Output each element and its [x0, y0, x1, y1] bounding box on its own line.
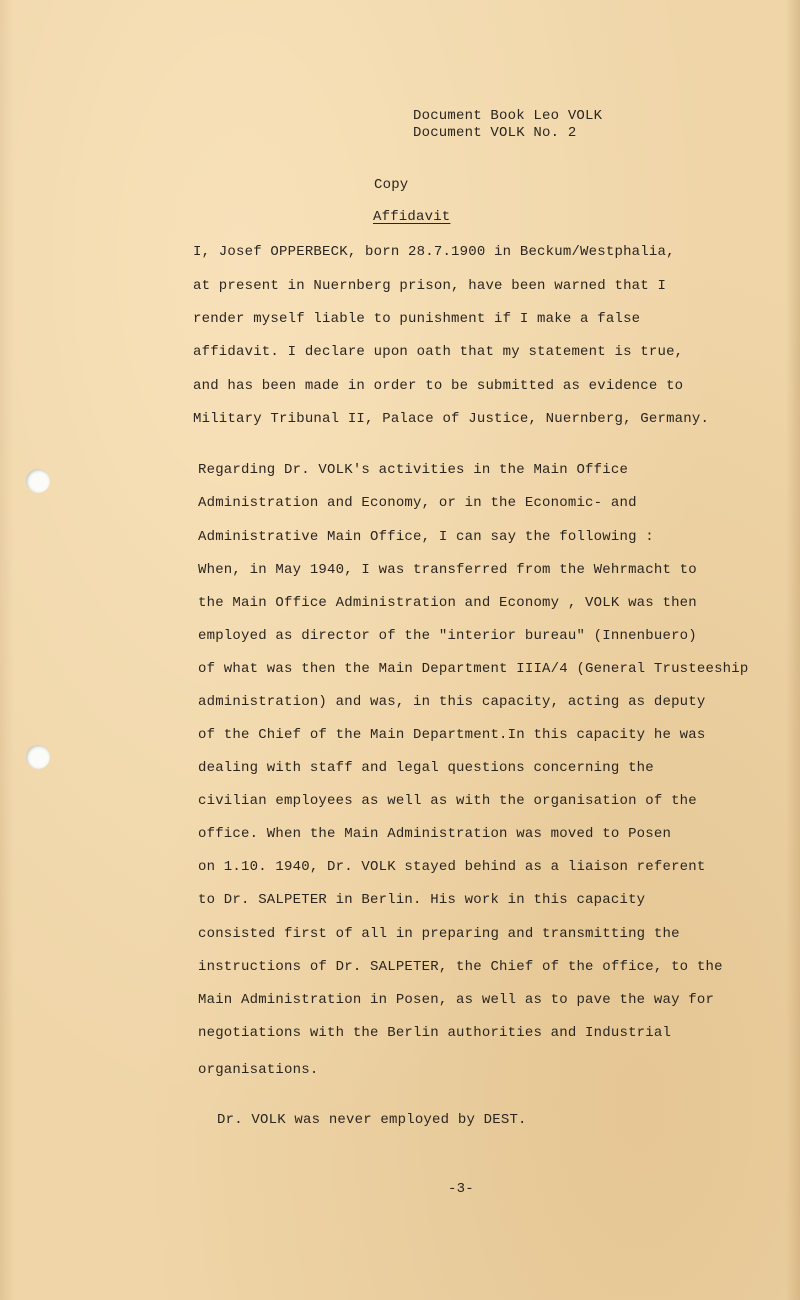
text-line: I, Josef OPPERBECK, born 28.7.1900 in Beckum/Westphalia,	[193, 244, 675, 260]
text-line: Military Tribunal II, Palace of Justice, Nuernberg, Germany.	[193, 411, 710, 427]
header-document-number: Document VOLK No. 2	[413, 125, 577, 141]
text-line: at present in Nuernberg prison, have been warned that I	[193, 278, 667, 294]
text-line: negotiations with the Berlin authorities and Industrial	[198, 1025, 672, 1041]
text-line: Main Administration in Posen, as well as to pave the way for	[198, 992, 715, 1008]
text-line: the Main Office Administration and Economy , VOLK was then	[198, 595, 697, 611]
text-line: to Dr. SALPETER in Berlin. His work in this capacity	[198, 892, 646, 908]
text-line: When, in May 1940, I was transferred from the Wehrmacht to	[198, 562, 697, 578]
text-line: employed as director of the "interior bureau" (Innenbuero)	[198, 628, 697, 644]
text-line: Administrative Main Office, I can say the following :	[198, 529, 654, 545]
text-line: of the Chief of the Main Department.In this capacity he was	[198, 727, 706, 743]
text-line: Regarding Dr. VOLK's activities in the Main Office	[198, 462, 629, 478]
affidavit-title: Affidavit	[373, 209, 451, 225]
text-line: affidavit. I declare upon oath that my statement is true,	[193, 344, 684, 360]
page-number: -3-	[448, 1181, 474, 1197]
text-line: and has been made in order to be submitted as evidence to	[193, 378, 684, 394]
header-document-book: Document Book Leo VOLK	[413, 108, 603, 124]
text-line: office. When the Main Administration was moved to Posen	[198, 826, 672, 842]
text-line: of what was then the Main Department IIIA/4 (General Trusteeship	[198, 661, 749, 677]
text-line: administration) and was, in this capacity, acting as deputy	[198, 694, 706, 710]
text-line: dealing with staff and legal questions concerning the	[198, 760, 654, 776]
text-line: render myself liable to punishment if I make a false	[193, 311, 641, 327]
text-line: consisted first of all in preparing and transmitting the	[198, 926, 680, 942]
punch-hole-bottom	[26, 745, 50, 769]
text-line: civilian employees as well as with the organisation of the	[198, 793, 697, 809]
closing-statement: Dr. VOLK was never employed by DEST.	[217, 1112, 527, 1128]
text-line: Administration and Economy, or in the Economic- and	[198, 495, 637, 511]
text-line: organisations.	[198, 1062, 319, 1078]
copy-label: Copy	[374, 177, 409, 193]
text-line: on 1.10. 1940, Dr. VOLK stayed behind as a liaison referent	[198, 859, 706, 875]
punch-hole-top	[26, 469, 50, 493]
text-line: instructions of Dr. SALPETER, the Chief of the office, to the	[198, 959, 723, 975]
